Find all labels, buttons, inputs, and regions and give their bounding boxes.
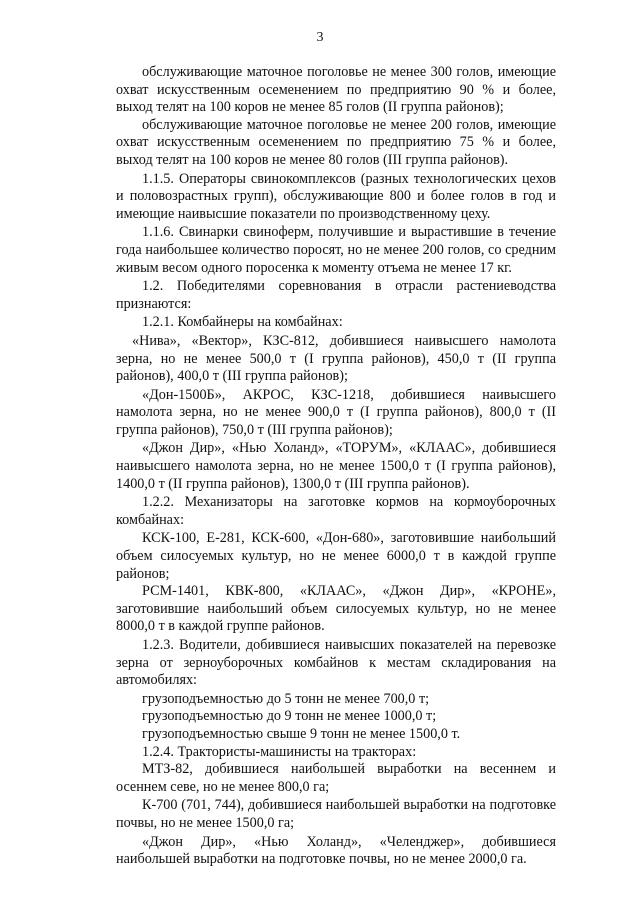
paragraph-tractor-john-deere: «Джон Дир», «Нью Холанд», «Челенджер», добившиеся наибольшей выработки на подготовке почвы, но не менее 2000,0 га. xyxy=(116,833,556,868)
paragraph-1-2-2: 1.2.2. Механизаторы на заготовке кормов на кормоуборочных комбайнах: xyxy=(116,494,556,528)
paragraph-1-2-3: 1.2.3. Водители, добившиеся наивысших показателей на перевозке зерна от зерноуборочных комбайнов к местам складирования на автомобилях: xyxy=(116,637,556,689)
paragraph-combines-niva: «Нива», «Вектор», КЗС-812, добившиеся наивысшего намолота зерна, но не менее 500,0 т (I группа районов), 450,0 т (II группа районов), 400,0 т (III группа районов); xyxy=(116,332,556,385)
paragraph-1-1-6: 1.1.6. Свинарки свиноферм, получившие и вырастившие в течение года наибольшее количество поросят, но не менее 200 голов, со средним живым весом одного поросенка к моменту отъема не менее 17 кг. xyxy=(116,224,556,276)
paragraph-forage-rsm: РСМ-1401, КВК-800, «КЛААС», «Джон Дир», «КРОНЕ», заготовившие наибольший объем силосуемых культур, но не менее 8000,0 т в каждой группе районов. xyxy=(116,583,556,635)
paragraph-tractor-k700: К-700 (701, 744), добившиеся наибольшей выработки на подготовке почвы, но не менее 1500,0 га; xyxy=(116,797,556,831)
paragraph-livestock-group-3: обслуживающие маточное поголовье не менее 200 голов, имеющие охват искусственным осеменением по предприятию 75 % и более, выход телят на 100 коров не менее 80 голов (III группа районов). xyxy=(116,116,556,168)
paragraph-1-2-1: 1.2.1. Комбайнеры на комбайнах: xyxy=(142,314,343,331)
paragraph-tractor-mtz: МТЗ-82, добившиеся наибольшей выработки на весеннем и осеннем севе, но не менее 800,0 га; xyxy=(116,761,556,795)
paragraph-1-2-4: 1.2.4. Трактористы-машинисты на тракторах: xyxy=(142,743,417,760)
paragraph-forage-ksk: КСК-100, Е-281, КСК-600, «Дон-680», заготовившие наибольший объем силосуемых культур, но не менее 6000,0 т в каждой группе районов; xyxy=(116,530,556,582)
paragraph-combines-don: «Дон-1500Б», АКРОС, КЗС-1218, добившиеся наивысшего намолота зерна, но не менее 900,0 т (I группа районов), 800,0 т (II группа районов), 750,0 т (III группа районов); xyxy=(116,386,556,438)
paragraph-1-1-5: 1.1.5. Операторы свинокомплексов (разных технологических цехов и половозрастных групп), обслуживающие 800 и более голов в год и имеющие наивысшие показатели по производственному цеху. xyxy=(116,170,556,222)
paragraph-capacity-over-9t: грузоподъемностью свыше 9 тонн не менее 1500,0 т. xyxy=(142,725,461,742)
paragraph-livestock-group-2: обслуживающие маточное поголовье не менее 300 голов, имеющие охват искусственным осеменением по предприятию 90 % и более, выход телят на 100 коров не менее 85 голов (II группа районов); xyxy=(116,64,556,116)
paragraph-capacity-5t: грузоподъемностью до 5 тонн не менее 700,0 т; xyxy=(142,690,430,707)
page-number: 3 xyxy=(316,30,324,45)
document-body xyxy=(116,64,556,869)
paragraph-1-2: 1.2. Победителями соревнования в отрасли растениеводства признаются: xyxy=(116,278,556,312)
paragraph-capacity-9t: грузоподъемностью до 9 тонн не менее 1000,0 т; xyxy=(142,708,437,725)
paragraph-combines-john-deere: «Джон Дир», «Нью Холанд», «ТОРУМ», «КЛААС», добившиеся наивысшего намолота зерна, но не менее 1500,0 т (I группа районов), 1400,0 т (II группа районов), 1300,0 т (III группа районов). xyxy=(116,440,556,492)
